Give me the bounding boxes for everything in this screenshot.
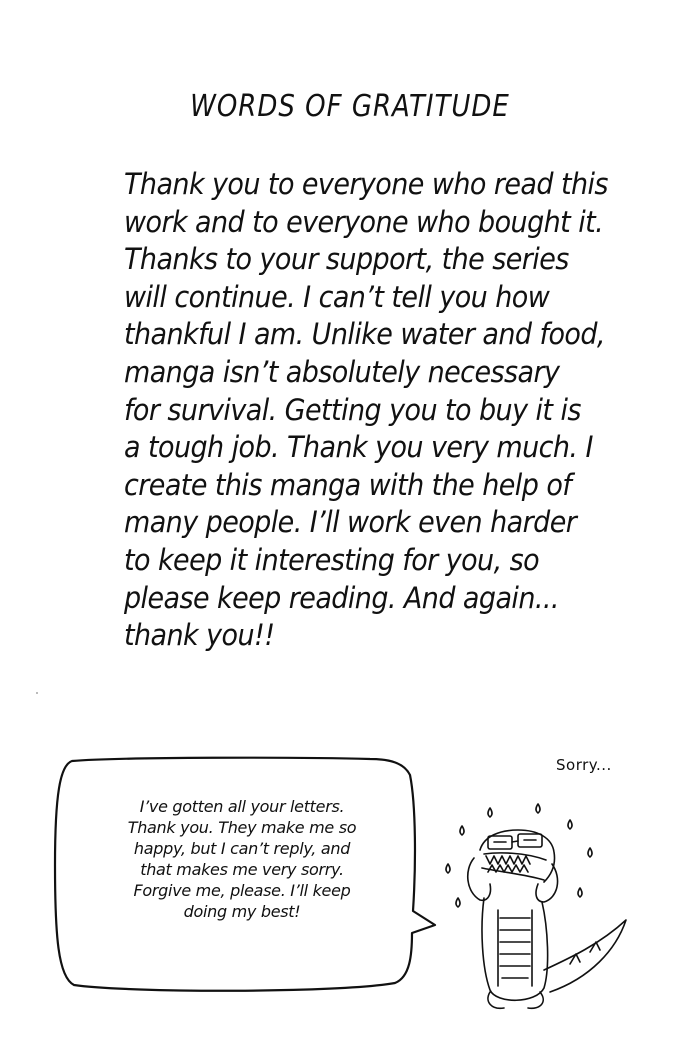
message-line: for survival. Getting you to buy it is — [124, 392, 581, 427]
message-line: please keep reading. And again... — [124, 580, 559, 615]
character-caption: Sorry... — [556, 756, 612, 774]
message-line: manga isn’t absolutely necessary — [124, 354, 560, 389]
message-line: to keep it interesting for you, so — [124, 542, 540, 577]
message-line: thank you!! — [124, 618, 275, 653]
message-line: Thanks to your support, the series — [124, 242, 569, 277]
gratitude-message — [124, 166, 608, 655]
page-title: WORDS OF GRATITUDE — [190, 89, 510, 125]
speech-bubble-line: Forgive me, please. I’ll keep — [133, 881, 351, 900]
message-line: many people. I’ll work even harder — [124, 505, 577, 540]
speech-bubble-line: that makes me very sorry. — [140, 860, 344, 879]
speech-bubble-line: I’ve gotten all your letters. — [139, 797, 345, 816]
message-line: thankful I am. Unlike water and food, — [124, 317, 605, 352]
message-line: work and to everyone who bought it. — [124, 204, 604, 239]
message-line: will continue. I can’t tell you how — [124, 279, 550, 314]
crying-crocodile-mascot-icon — [440, 778, 640, 1033]
paper-speck — [36, 692, 38, 694]
speech-bubble-text — [102, 796, 382, 922]
speech-bubble-line: Thank you. They make me so — [127, 818, 357, 837]
speech-bubble-line: doing my best! — [183, 902, 301, 921]
speech-bubble-line: happy, but I can’t reply, and — [133, 839, 351, 858]
message-line: a tough job. Thank you very much. I — [124, 430, 593, 465]
message-line: Thank you to everyone who read this — [124, 167, 608, 201]
message-line: create this manga with the help of — [124, 467, 572, 502]
